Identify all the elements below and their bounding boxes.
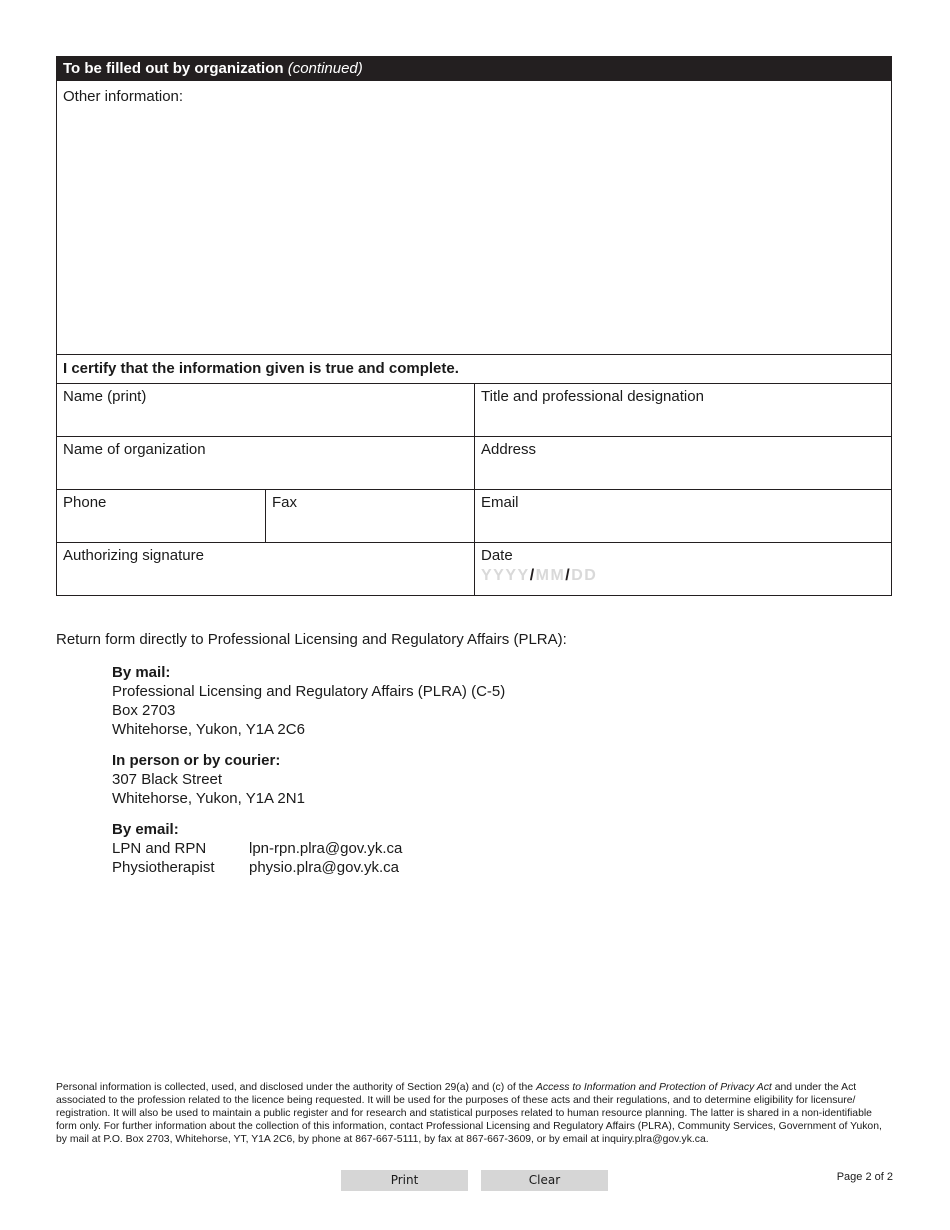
section-continued: (continued): [287, 60, 363, 77]
organization-name-label: Name of organization: [63, 441, 206, 458]
signature-label: Authorizing signature: [63, 547, 204, 564]
print-button[interactable]: Print: [341, 1170, 468, 1191]
date-label: Date: [481, 547, 513, 564]
date-separator: /: [529, 567, 536, 584]
date-separator: /: [565, 567, 572, 584]
mail-line: Box 2703: [112, 702, 176, 719]
email-field[interactable]: [475, 490, 891, 542]
fax-label: Fax: [272, 494, 298, 511]
email-row-address: physio.plra@gov.yk.ca: [249, 859, 400, 876]
address-label: Address: [481, 441, 537, 458]
privacy-notice: [56, 1081, 892, 1146]
in-person-title: In person or by courier:: [112, 752, 281, 769]
organization-form-section: [56, 56, 892, 596]
page-number: Page 2 of 2: [836, 1171, 893, 1183]
in-person-line: 307 Black Street: [112, 771, 223, 788]
title-designation-field[interactable]: [475, 384, 891, 436]
email-row: [112, 839, 505, 858]
privacy-act-name: Access to Information and Protection of Privacy Act: [535, 1082, 772, 1093]
other-information-label: Other information:: [63, 88, 184, 105]
phone-label: Phone: [63, 494, 107, 511]
signature-field[interactable]: [57, 543, 475, 595]
date-day-placeholder: DD: [571, 567, 598, 584]
date-month-placeholder: MM: [535, 567, 566, 584]
name-print-field[interactable]: [57, 384, 475, 436]
form-row-contact: [57, 490, 891, 543]
address-field[interactable]: [475, 437, 891, 489]
privacy-text: Personal information is collected, used, and disclosed under the authority of Section 29(a) and (c) of the: [56, 1082, 536, 1093]
mail-address-block: [112, 663, 505, 739]
email-address-block: [112, 820, 505, 877]
date-placeholder: [481, 567, 885, 585]
date-year-placeholder: YYYY: [481, 567, 530, 584]
email-row: [112, 858, 505, 877]
clear-button[interactable]: Clear: [481, 1170, 608, 1191]
privacy-text: and under the Act associated to the profession related to the licence being requested. It will be used for the purposes of these acts and their regulations, and to determine eligibility for licensure/ registration. It will also be used to maintain a public register and for research and statistical purposes related to human resource planning. The latter is shared in a non-identifiable form only. For further information about the collection of this information, contact Professional Licensing and Regulatory Affairs (PLRA), Community Services, Government of Yukon, by mail at P.O. Box 2703, Whitehorse, YT, Y1A 2C6, by phone at 867-667-5111, by fax at 867-667-3609, or by email at inquiry.plra@gov.yk.ca.: [56, 1082, 882, 1145]
fax-field[interactable]: [266, 490, 475, 542]
date-field[interactable]: [475, 543, 891, 595]
section-header: [57, 57, 891, 81]
in-person-line: Whitehorse, Yukon, Y1A 2N1: [112, 790, 305, 807]
mail-line: Whitehorse, Yukon, Y1A 2C6: [112, 721, 305, 738]
email-row-label: Physiotherapist: [112, 859, 215, 876]
email-row-label: LPN and RPN: [112, 840, 207, 857]
organization-name-field[interactable]: [57, 437, 475, 489]
email-label: Email: [481, 494, 519, 511]
certification-statement: I certify that the information given is true and complete.: [57, 355, 891, 384]
name-print-label: Name (print): [63, 388, 147, 405]
return-instructions: Return form directly to Professional Licensing and Regulatory Affairs (PLRA):: [56, 631, 567, 648]
form-row-signature: [57, 543, 891, 595]
email-row-address: lpn-rpn.plra@gov.yk.ca: [249, 840, 403, 857]
section-title: To be filled out by organization: [63, 60, 284, 77]
in-person-address-block: [112, 751, 505, 808]
phone-field[interactable]: [57, 490, 266, 542]
form-row-organization: [57, 437, 891, 490]
email-title: By email:: [112, 821, 179, 838]
other-information-field[interactable]: [57, 81, 891, 355]
return-addresses: [112, 663, 505, 889]
form-row-name: [57, 384, 891, 437]
title-designation-label: Title and professional designation: [481, 388, 704, 405]
mail-line: Professional Licensing and Regulatory Affairs (PLRA) (C-5): [112, 683, 506, 700]
mail-title: By mail:: [112, 664, 171, 681]
